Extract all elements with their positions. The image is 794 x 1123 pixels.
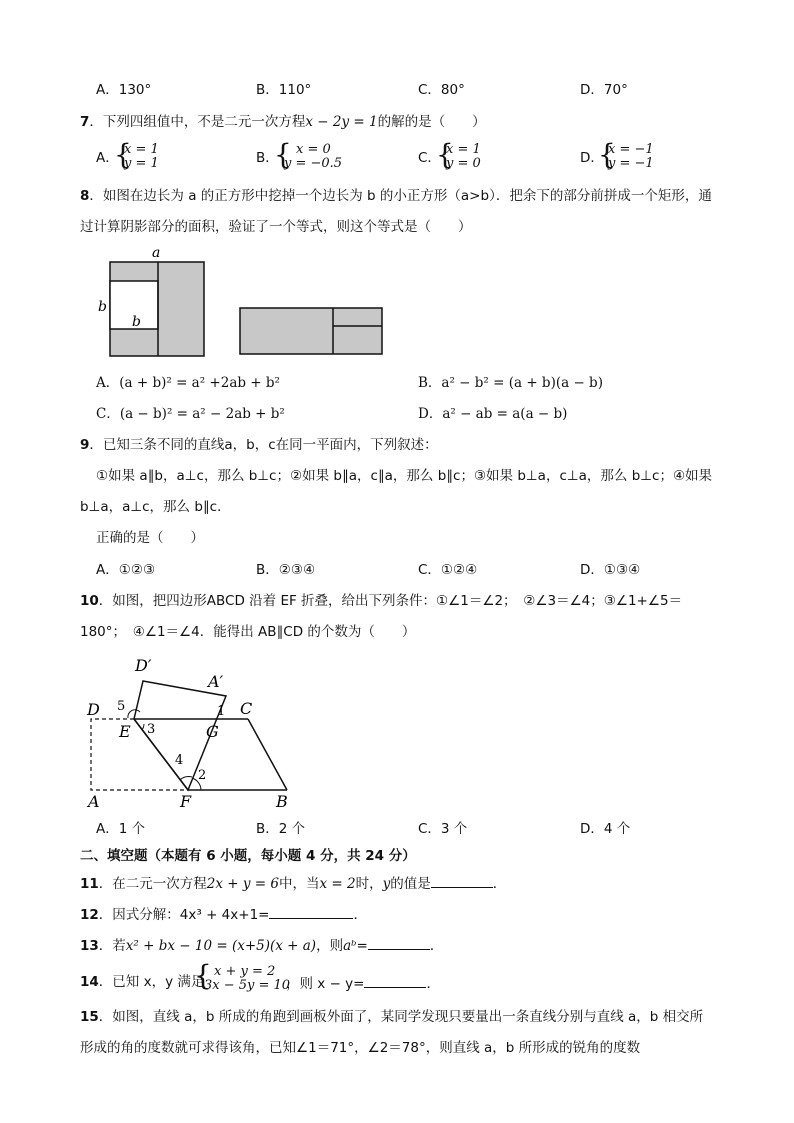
q7-option-b-system: x = 0 y = −0.5 <box>284 142 343 171</box>
q7-option-a-brace: { <box>114 138 132 171</box>
q9-stem-line3: b⊥a，a⊥c，那么 b∥c． <box>80 499 231 515</box>
q10-label-angle1: 1 <box>217 704 226 719</box>
q10-arc-4 <box>180 776 192 780</box>
q8-option-c: C．(a − b)² = a² − 2ab + b² <box>96 406 285 422</box>
q10-label-a-prime: A′ <box>208 672 224 691</box>
q7-stem-after: 的解的是（ ） <box>377 114 486 130</box>
q10-label-angle4: 4 <box>175 753 184 768</box>
q12-stem: 12．因式分解：4x³ + 4x+1= ． <box>80 907 367 923</box>
q10-line-cb <box>248 719 287 790</box>
q10-label-c: C <box>240 699 253 718</box>
q14-number: 14 <box>80 974 99 990</box>
q7-option-d-system: x = −1 y = −1 <box>608 142 654 171</box>
q8-label-b-side: b <box>98 299 107 315</box>
q8-stem-line2: 过计算阴影部分的面积，验证了一个等式，则这个等式是（ ） <box>80 219 472 235</box>
q9-stem-line1 <box>80 437 438 453</box>
q10-label-g: G <box>206 722 219 741</box>
q10-stem-line2: 180°； ④∠1＝∠4．能得出 AB∥CD 的个数为（ ） <box>80 624 416 640</box>
q10-label-a: A <box>88 792 100 811</box>
q10-label-d-prime: D′ <box>135 656 152 675</box>
q8-option-d: D．a² − ab = a(a − b) <box>418 406 568 422</box>
q7-option-d-brace: { <box>598 138 616 171</box>
q15-number: 15 <box>80 1009 99 1025</box>
q8-figure <box>90 244 390 362</box>
q10-label-angle3: 3 <box>147 722 156 737</box>
q9-option-a: A．①②③ <box>96 562 156 578</box>
q10-number: 10 <box>80 593 99 609</box>
q10-label-e: E <box>119 722 131 741</box>
q8-stem-line1 <box>80 188 712 204</box>
q8-number: 8 <box>80 188 90 204</box>
q8-label-b-inner: b <box>132 314 141 330</box>
q9-option-d: D．①③④ <box>580 562 641 578</box>
q12-number: 12 <box>80 907 99 923</box>
q7-option-a-system: x = 1 y = 1 <box>124 142 159 171</box>
q6-option-b: B．110° <box>256 82 312 98</box>
q9-option-b: B．②③④ <box>256 562 316 578</box>
q14-system: x + y = 2 3x − 5y = 10 <box>204 964 291 993</box>
q10-arc-3 <box>142 724 144 730</box>
q13-answer-blank[interactable] <box>368 936 430 950</box>
q6-option-d: D．70° <box>580 82 628 98</box>
q6-option-c: C．80° <box>418 82 465 98</box>
q12-answer-blank[interactable] <box>269 905 353 919</box>
q8-rectangle <box>240 308 382 354</box>
q7-option-c-letter: C． <box>418 150 441 166</box>
q10-option-c: C．3 个 <box>418 821 468 837</box>
q10-stem-line1 <box>80 593 682 609</box>
q14-brace: { <box>194 959 212 992</box>
q10-option-a: A．1 个 <box>96 821 146 837</box>
q9-option-c: C．①②④ <box>418 562 478 578</box>
q7-option-d-letter: D． <box>580 150 604 166</box>
section2-title: 二、填空题（本题有 6 小题，每小题 4 分，共 24 分） <box>80 848 416 864</box>
q8-option-a: A．(a + b)² = a² +2ab + b² <box>96 375 280 391</box>
q7-stem-before: ．下列四组值中，不是二元一次方程 <box>89 114 306 130</box>
q14-stem-start: 14．已知 x，y 满足 <box>80 974 205 990</box>
q15-stem-line1: 15．如图，直线 a，b 所成的角跑到画板外面了，某同学发现只要量出一条直线分别与直线 a，b 相交所 <box>80 1009 704 1025</box>
q14-stem-end: ，则 x − y= ． <box>286 976 440 992</box>
q15-stem-line2: 形成的角的度数就可求得该角，已知∠1＝71°，∠2＝78°，则直线 a，b 所形成的锐角的度数 <box>80 1040 641 1056</box>
q13-equation: x² + bx − 10 = (x+5)(x + a) <box>125 938 317 954</box>
q11-answer-blank[interactable] <box>431 874 493 888</box>
q7-equation: x − 2y = 1 <box>305 114 378 130</box>
q10-label-d: D <box>87 700 100 719</box>
q7-option-c-system: x = 1 y = 0 <box>446 142 481 171</box>
q8-label-a: a <box>152 245 161 261</box>
q10-option-d: D．4 个 <box>580 821 631 837</box>
q10-label-b: B <box>276 792 288 811</box>
q10-label-angle2: 2 <box>198 768 207 783</box>
q13-number: 13 <box>80 938 99 954</box>
q7-option-c-brace: { <box>436 138 454 171</box>
q8-option-b: B．a² − b² = (a + b)(a − b) <box>418 375 603 391</box>
q7-option-b-letter: B． <box>256 150 279 166</box>
q10-figure <box>80 648 310 813</box>
q9-stem-line2: ①如果 a∥b，a⊥c，那么 b⊥c；②如果 b∥a，c∥a，那么 b∥c；③如果 b⊥a，c⊥a，那么 b⊥c；④如果 <box>96 468 713 484</box>
q9-line1-text: ．已知三条不同的直线a，b，c在同一平面内，下列叙述： <box>89 437 438 453</box>
q13-stem: 13．若x² + bx − 10 = (x+5)(x + a)，则aᵇ= ． <box>80 938 444 954</box>
q9-number: 9 <box>80 437 90 453</box>
q7-stem <box>80 114 486 130</box>
q14-answer-blank[interactable] <box>364 974 426 988</box>
q7-option-a-letter: A． <box>96 150 119 166</box>
q10-line1-text: ．如图，把四边形ABCD 沿着 EF 折叠，给出下列条件：①∠1＝∠2； ②∠3＝∠4；③∠1+∠5＝ <box>98 593 683 609</box>
q10-dashed-outline <box>91 719 188 790</box>
q6-option-a: A．130° <box>96 82 152 98</box>
q7-option-b-brace: { <box>274 138 292 171</box>
q9-stem-line4: 正确的是（ ） <box>96 530 204 546</box>
q11-stem: 11．在二元一次方程2x + y = 6中，当x = 2时，y的值是 ． <box>80 876 507 892</box>
q10-label-angle5: 5 <box>117 699 126 714</box>
q11-equation: 2x + y = 6 <box>206 876 280 892</box>
q11-number: 11 <box>80 876 99 892</box>
q8-line1-text: ．如图在边长为 a 的正方形中挖掉一个边长为 b 的小正方形（a>b）．把余下的部分前拼成一个矩形，通 <box>89 188 712 204</box>
q7-number: 7 <box>80 114 90 130</box>
q10-option-b: B．2 个 <box>256 821 306 837</box>
q10-label-f: F <box>180 792 192 811</box>
